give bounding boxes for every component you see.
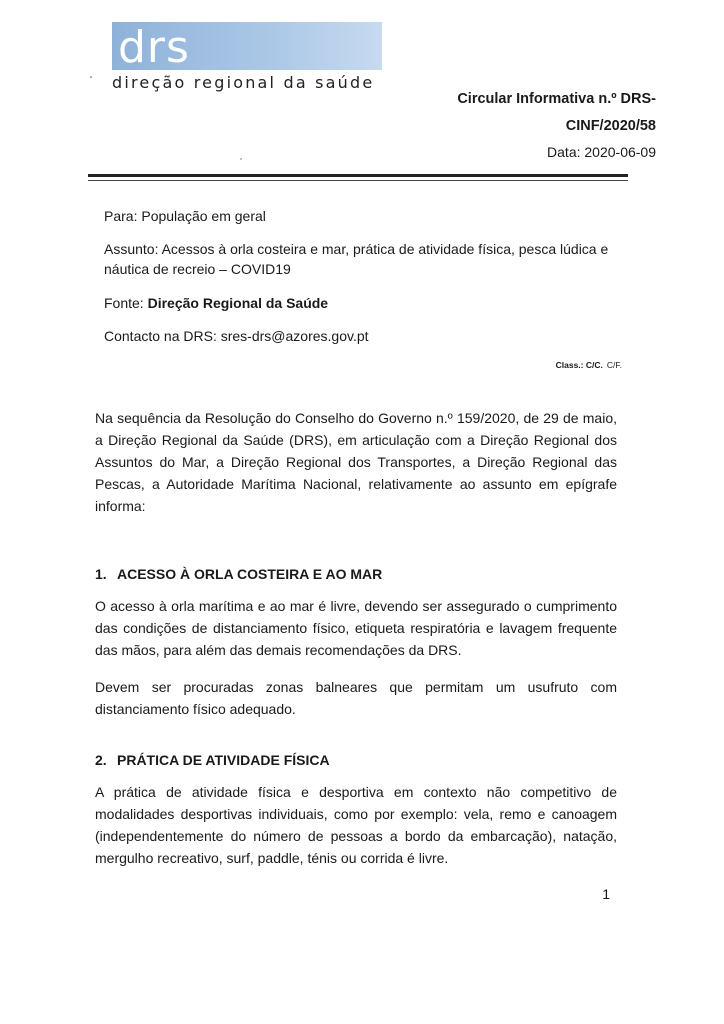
scan-speck <box>240 158 242 160</box>
section-2-heading <box>95 752 330 768</box>
fonte-label: Fonte: <box>104 295 148 311</box>
circular-reference <box>396 86 656 140</box>
meta-fonte <box>104 293 624 313</box>
class-label: Class.: C/C. <box>555 360 603 370</box>
section-2-number: 2. <box>95 752 107 768</box>
page-number: 1 <box>602 886 610 902</box>
logo-text: drs <box>118 22 190 73</box>
logo-subtitle: direção regional da saúde <box>112 73 375 92</box>
header-rule <box>88 174 628 177</box>
circular-line-2: CINF/2020/58 <box>565 118 656 134</box>
intro-paragraph: Na sequência da Resolução do Conselho do Governo n.º 159/2020, de 29 de maio, a Direção Regional da Saúde (DRS), em articulação com a Direção Regional dos Assuntos do Mar, a Direção Regional dos Transportes, a Direção Regional das Pescas, a Autoridade Marítima Nacional, relativamente ao assunto em epígrafe informa: <box>95 410 617 514</box>
section-1-paragraph-2: Devem ser procuradas zonas balneares que permitam um usufruto com distanciamento físico adequado. <box>95 679 617 717</box>
section-1-title: ACESSO À ORLA COSTEIRA E AO MAR <box>117 566 383 582</box>
scan-speck <box>90 76 92 78</box>
section-1-paragraph-1: O acesso à orla marítima e ao mar é livre, devendo ser assegurado o cumprimento das condições de distanciamento físico, etiqueta respiratória e lavagem frequente das mãos, para além das demais recomendações da DRS. <box>95 598 617 658</box>
section-1-number: 1. <box>95 566 107 582</box>
meta-para: Para: População em geral <box>104 208 266 224</box>
document-meta <box>104 206 624 359</box>
class-value: C/F. <box>606 360 622 370</box>
meta-assunto: Assunto: Acessos à orla costeira e mar, prática de atividade física, pesca lúdica e náutica de recreio – COVID19 <box>104 241 609 277</box>
document-date: Data: 2020-06-09 <box>547 144 656 160</box>
fonte-value: Direção Regional da Saúde <box>147 295 329 311</box>
circular-line-1: Circular Informativa n.º DRS- <box>457 91 656 107</box>
classification <box>556 360 622 370</box>
section-2-title: PRÁTICA DE ATIVIDADE FÍSICA <box>117 752 330 768</box>
meta-contacto: Contacto na DRS: sres-drs@azores.gov.pt <box>104 328 369 344</box>
section-2-paragraph-1: A prática de atividade física e desportiva em contexto não competitivo de modalidades desportivas individuais, como por exemplo: vela, remo e canoagem (independentemente do número de pessoas a bordo da embarcação), natação, mergulho recreativo, surf, paddle, ténis ou corrida é livre. <box>95 784 617 866</box>
header-rule-thin <box>88 180 628 181</box>
section-1-heading <box>95 566 382 582</box>
